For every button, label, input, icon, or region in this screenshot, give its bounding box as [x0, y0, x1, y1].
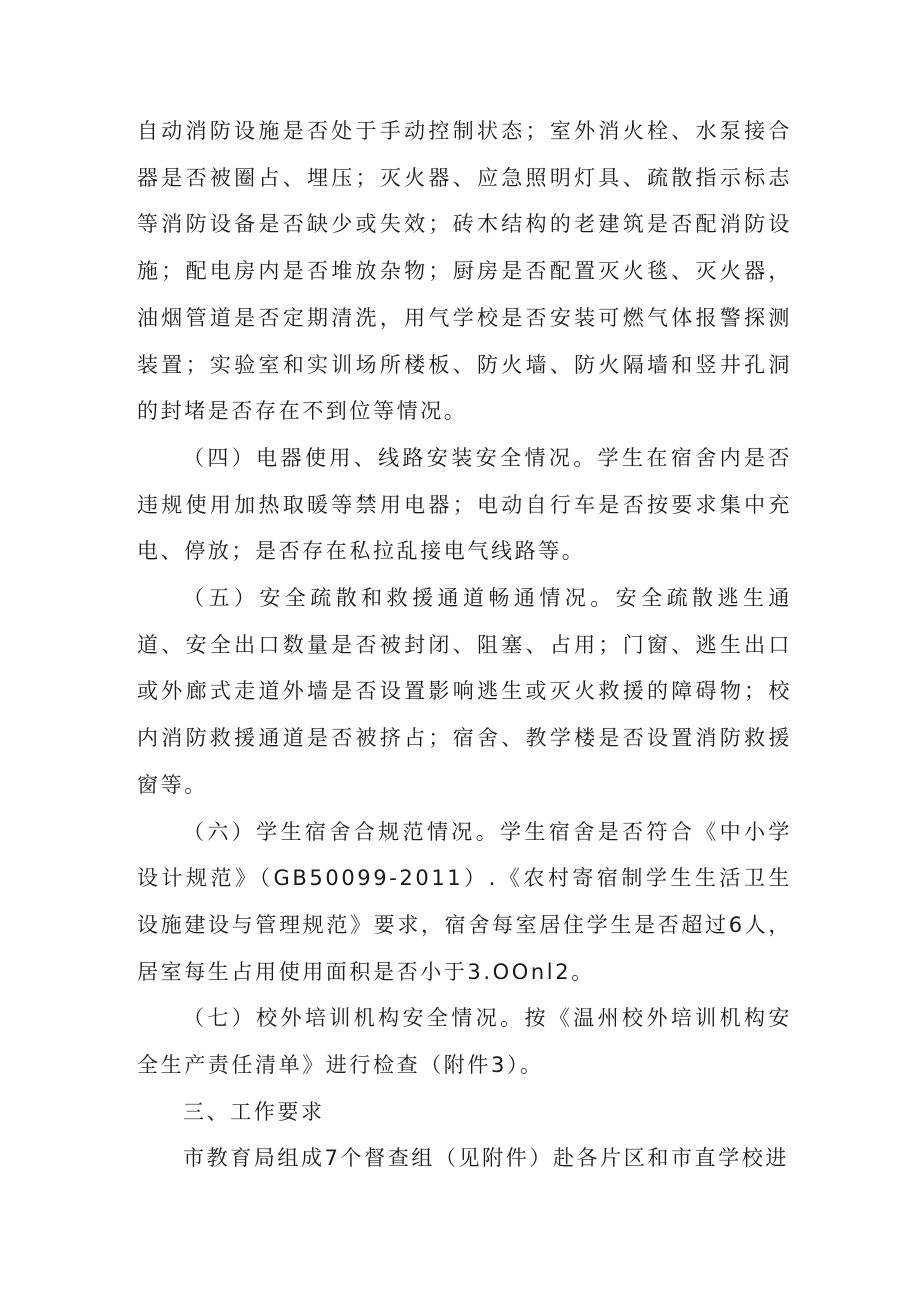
- paragraph-inspection-teams: 市教育局组成7个督查组（见附件）赴各片区和市直学校进: [183, 1146, 789, 1171]
- paragraph-training-institutions: （七）校外培训机构安全情况。按《温州校外培训机构安全生产责任清单》进行检查（附件3）。: [137, 1006, 792, 1078]
- section-heading-work-requirements: 三、工作要求: [183, 1099, 325, 1124]
- document-body: [137, 108, 792, 1182]
- paragraph-fire-facilities: 自动消防设施是否处于手动控制状态；室外消火栓、水泵接合器是否被圈占、埋压；灭火器、应急照明灯具、疏散指示标志等消防设备是否缺少或失效；砖木结构的老建筑是否配消防设施；配电房内是否堆放杂物；厨房是否配置灭火毯、灭火器，油烟管道是否定期清洗，用气学校是否安装可燃气体报警探测装置；实验室和实训场所楼板、防火墙、防火隔墙和竖井孔洞的封堵是否存在不到位等情况。: [137, 119, 792, 424]
- paragraph-evacuation-routes: （五）安全疏散和救援通道畅通情况。安全疏散逃生通道、安全出口数量是否被封闭、阻塞、占用；门窗、逃生出口或外廊式走道外墙是否设置影响逃生或灭火救援的障碍物；校内消防救援通道是否被挤占；宿舍、教学楼是否设置消防救援窗等。: [137, 586, 792, 797]
- paragraph-electrical-safety: （四）电器使用、线路安装安全情况。学生在宿舍内是否违规使用加热取暖等禁用电器；电动自行车是否按要求集中充电、停放；是否存在私拉乱接电气线路等。: [137, 445, 792, 564]
- paragraph-dormitory-compliance: （六）学生宿舍合规范情况。学生宿舍是否符合《中小学设计规范》（GB50099-2011）.《农村寄宿制学生生活卫生设施建设与管理规范》要求，宿舍每室居住学生是否超过6人，居室每生占用使用面积是否小于3.OOnl2。: [137, 819, 792, 984]
